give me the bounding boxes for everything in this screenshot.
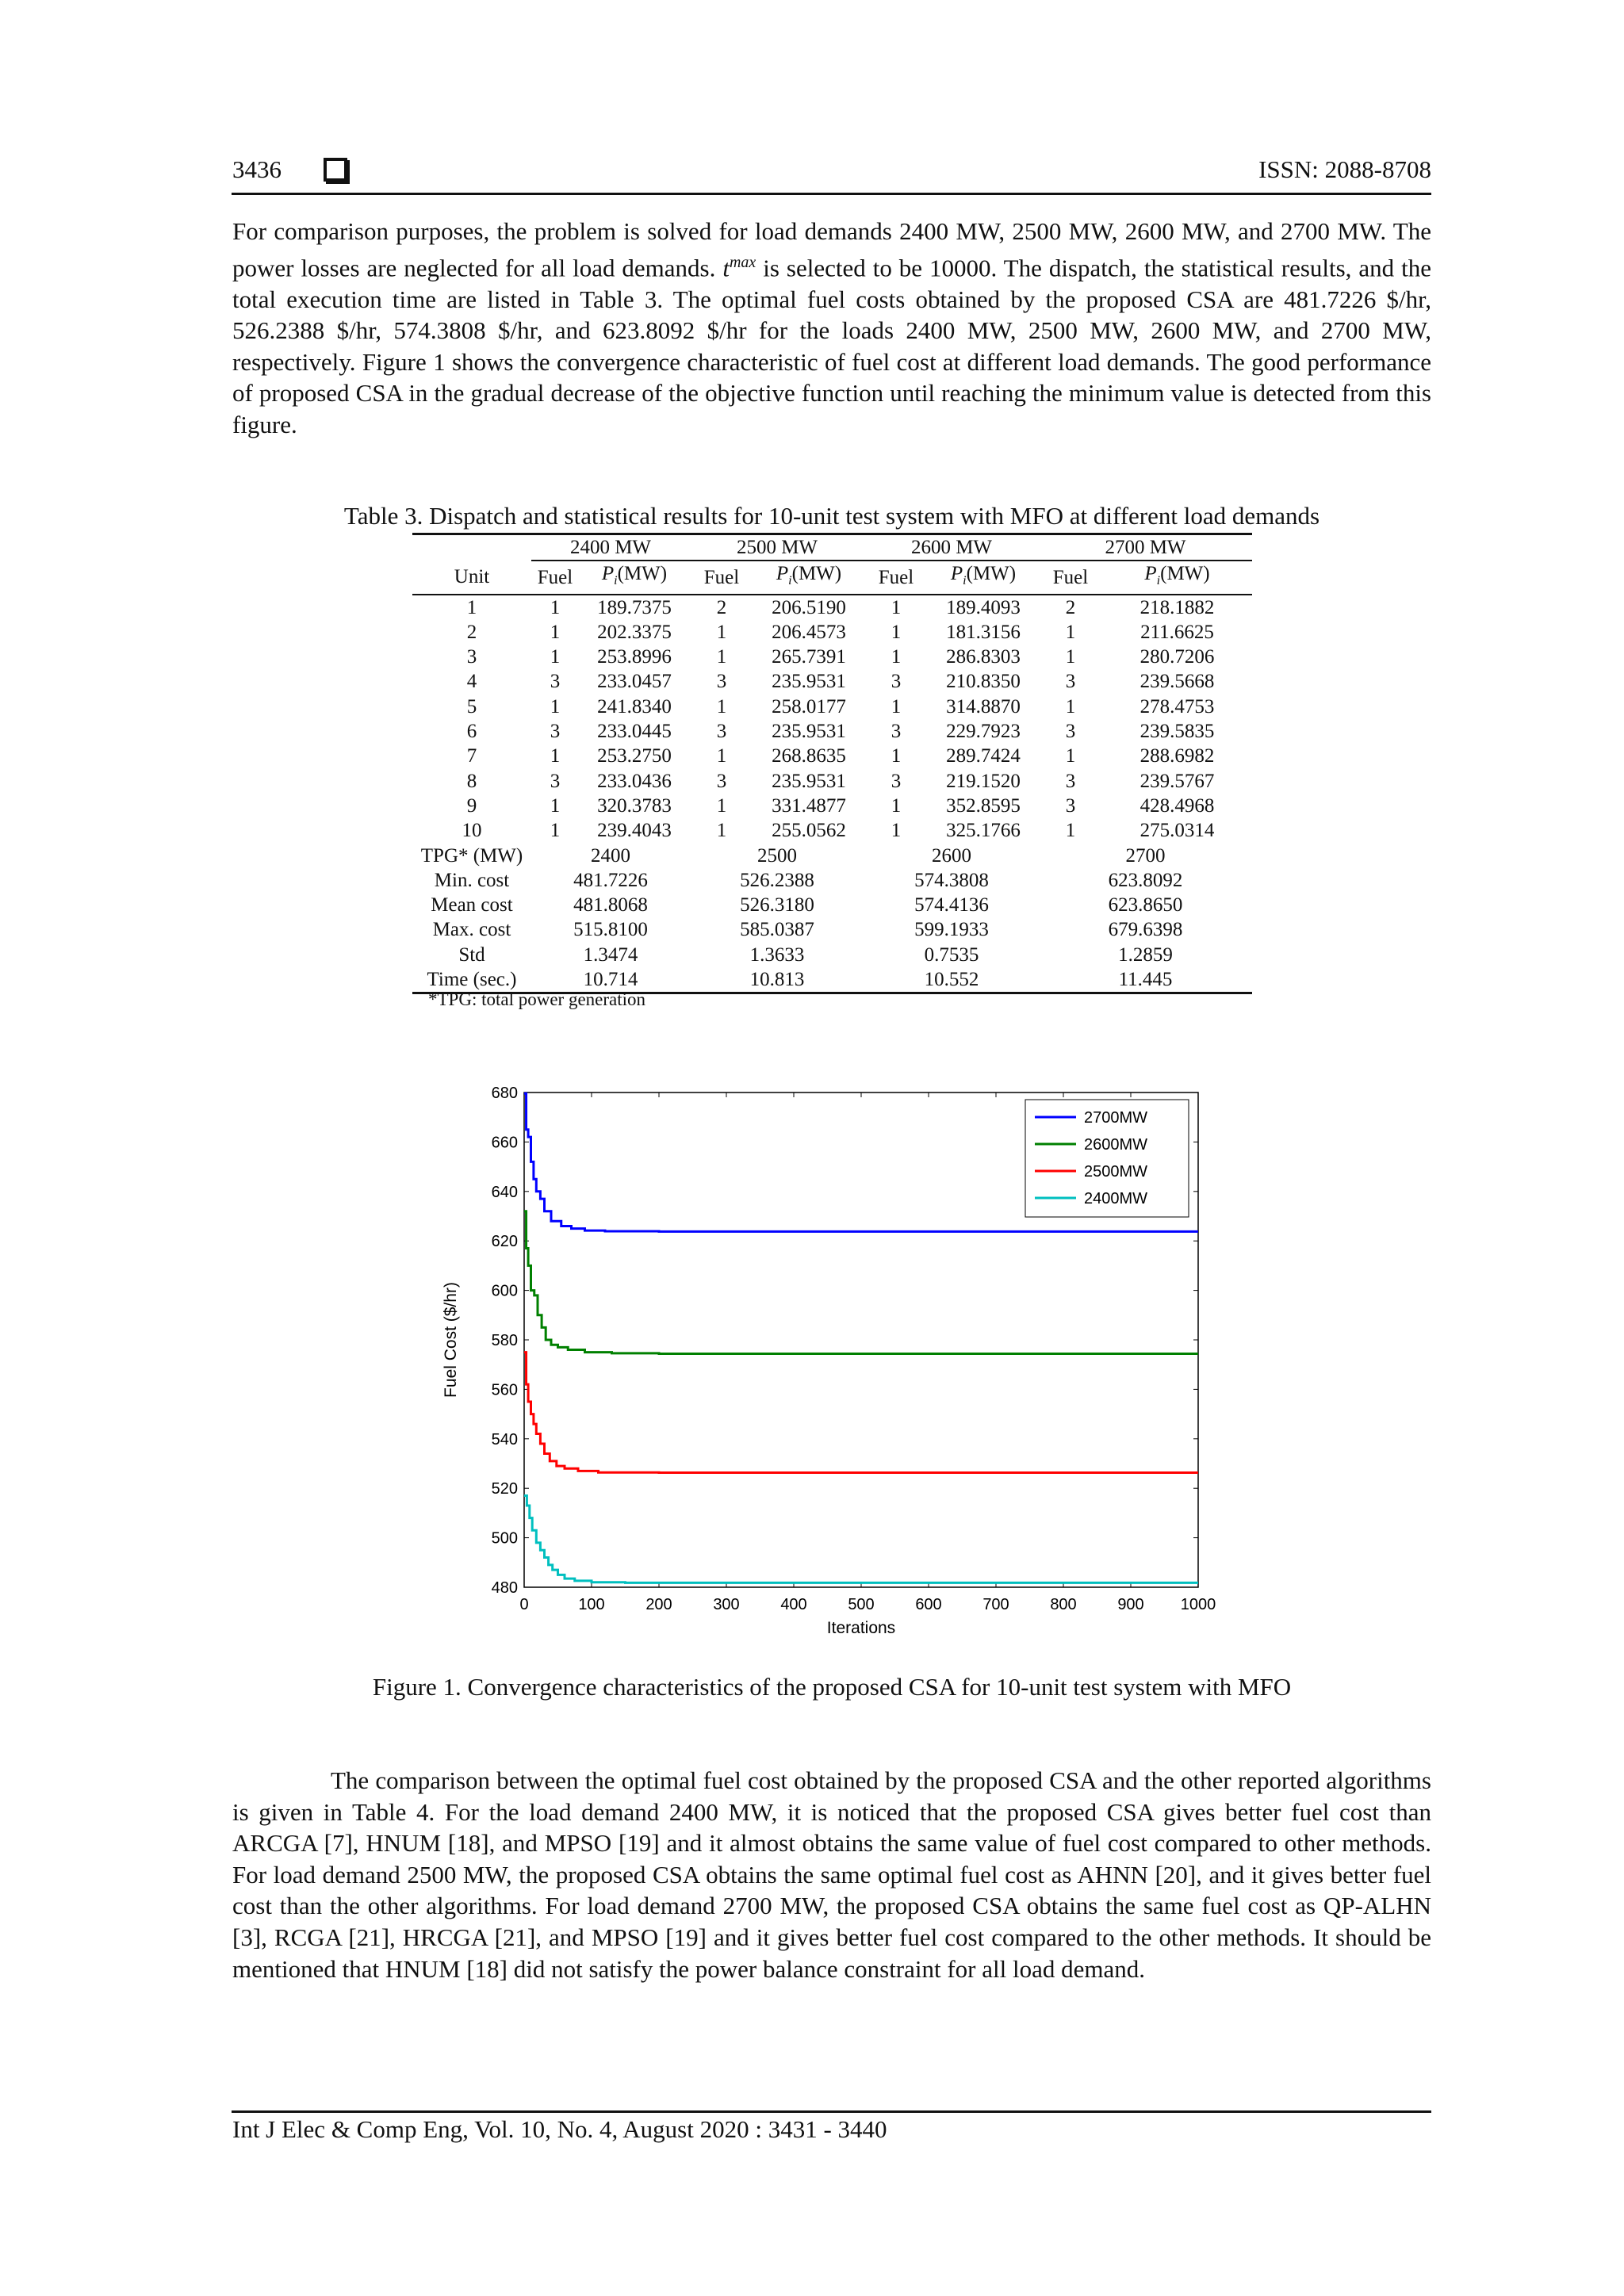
header-rule <box>232 193 1431 195</box>
x-tick-label: 300 <box>713 1596 740 1613</box>
fuel-cell: 3 <box>1065 794 1076 817</box>
convergence-chart <box>436 1074 1229 1645</box>
page-number: 3436 <box>232 155 282 183</box>
results-table <box>412 533 1252 994</box>
stat-value: 11.445 <box>1039 967 1252 993</box>
fuel-cell: 1 <box>891 646 902 668</box>
stat-value: 481.8068 <box>573 894 648 916</box>
power-cell: 239.4043 <box>597 820 672 842</box>
fuel-cell: 3 <box>1065 671 1076 693</box>
power-cell: 253.2750 <box>597 745 672 767</box>
fuel-cell: 1 <box>550 794 561 817</box>
fuel-header: Fuel <box>878 566 914 588</box>
power-cell: 181.3156 <box>946 621 1021 643</box>
fuel-cell: 1 <box>891 745 902 767</box>
fuel-cell: 1 <box>550 646 561 668</box>
power-cell: 239.5668 <box>1139 671 1215 693</box>
unit-cell: 2 <box>466 621 477 643</box>
x-tick-label: 500 <box>848 1596 875 1613</box>
stat-value: 2500 <box>757 844 797 867</box>
stat-label: Min. cost <box>434 869 510 891</box>
x-tick-label: 0 <box>519 1596 529 1613</box>
load-header: 2600 MW <box>864 534 1039 561</box>
stat-value: 526.2388 <box>740 869 814 891</box>
fuel-cell: 1 <box>1065 621 1076 643</box>
x-tick-label: 400 <box>780 1596 807 1613</box>
power-cell: 275.0314 <box>1139 820 1215 842</box>
fuel-cell: 1 <box>550 621 561 643</box>
body-paragraph-1 <box>232 216 1431 440</box>
power-cell: 428.4968 <box>1139 794 1215 817</box>
x-axis-label: Iterations <box>826 1619 896 1637</box>
fuel-cell: 1 <box>716 745 727 767</box>
stat-value: 515.8100 <box>573 919 648 941</box>
stat-label: Std <box>458 943 485 966</box>
power-cell: 320.3783 <box>597 794 672 817</box>
y-axis-label: Fuel Cost ($/hr) <box>442 1282 460 1398</box>
power-cell: 253.8996 <box>597 646 672 668</box>
stat-value: 574.3808 <box>914 869 989 891</box>
paragraph-text: is selected to be 10000. The dispatch, the statistical results, and the total execution time are listed in Table 3. The optimal fuel costs obtained by the proposed CSA are 481.7226 $/hr, 526.2388 $/hr, 574.3808 $/hr, and 623.8092 $/hr for the loads 2400 MW, 2500 MW, 2600 MW, and 2700 MW, respectively. Figure 1 shows the convergence characteristic of fuel cost at different load demands. The good performance of proposed CSA in the gradual decrease of the objective function until reaching the minimum value is detected from this figure. <box>232 253 1432 438</box>
power-cell: 233.0436 <box>597 770 672 792</box>
y-tick-label: 680 <box>491 1085 518 1102</box>
stat-value: 481.7226 <box>573 869 648 891</box>
power-cell: 241.8340 <box>597 695 672 718</box>
stat-value: 623.8092 <box>1108 869 1183 891</box>
checkbox-glyph-icon <box>324 158 347 182</box>
fuel-cell: 1 <box>716 794 727 817</box>
power-cell: 239.5835 <box>1139 721 1215 743</box>
stat-value: 2400 <box>591 844 630 867</box>
stats-row <box>412 893 1252 917</box>
stat-value: 2700 <box>1125 844 1166 867</box>
fuel-cell: 3 <box>1065 721 1076 743</box>
stat-value: 623.8650 <box>1108 894 1183 916</box>
fuel-cell: 1 <box>891 794 902 817</box>
p-header: $P_i(MW)$ <box>776 563 842 588</box>
fuel-cell: 1 <box>550 820 561 842</box>
footer-citation: Int J Elec & Comp Eng, Vol. 10, No. 4, August 2020 : 3431 - 3440 <box>232 2115 887 2143</box>
unit-cell: 6 <box>466 721 477 743</box>
unit-cell: 5 <box>466 695 477 718</box>
table-row <box>412 620 1252 645</box>
fuel-cell: 1 <box>1065 646 1076 668</box>
fuel-cell: 3 <box>716 770 727 792</box>
power-cell: 206.5190 <box>753 595 864 620</box>
power-cell: 218.1882 <box>1102 595 1252 620</box>
y-tick-label: 560 <box>491 1381 518 1399</box>
power-cell: 280.7206 <box>1139 646 1215 668</box>
table-row <box>412 695 1252 719</box>
t-superscript: max <box>729 253 756 271</box>
fuel-cell: 3 <box>716 671 727 693</box>
power-cell: 206.4573 <box>772 621 846 643</box>
stat-label: Time (sec.) <box>412 967 531 993</box>
table-row <box>412 794 1252 818</box>
stat-value: 1.3474 <box>583 943 638 966</box>
table-row <box>412 669 1252 694</box>
t-symbol: t <box>722 253 730 281</box>
x-tick-label: 600 <box>915 1596 942 1613</box>
legend-label: 2700MW <box>1084 1109 1148 1127</box>
y-tick-label: 500 <box>491 1529 518 1548</box>
issn-label: ISSN: 2088-8708 <box>1258 155 1431 183</box>
paragraph-text: For comparison purposes, the problem is solved for load demands 2400 MW, 2500 MW, 2600 MW, and 2700 MW. The power losses are neglected for all load demands. <box>232 217 1431 281</box>
power-cell: 211.6625 <box>1140 621 1214 643</box>
unit-cell: 8 <box>466 770 477 792</box>
fuel-cell: 3 <box>550 671 561 693</box>
stat-value: 10.714 <box>531 967 690 993</box>
unit-cell: 9 <box>466 794 477 817</box>
stat-value: 526.3180 <box>740 894 814 916</box>
table-caption: Table 3. Dispatch and statistical results for 10-unit test system with MFO at different load demands <box>343 502 1320 530</box>
load-header: 2700 MW <box>1039 534 1252 561</box>
unit-cell: 4 <box>466 671 477 693</box>
power-cell: 289.7424 <box>946 745 1021 767</box>
stats-row <box>412 943 1252 967</box>
legend-label: 2500MW <box>1084 1163 1148 1181</box>
power-cell: 189.7375 <box>579 595 690 620</box>
footer-rule <box>232 2110 1431 2113</box>
power-cell: 235.9531 <box>772 770 846 792</box>
paragraph-text: The comparison between the optimal fuel cost obtained by the proposed CSA and the other reported algorithms is given in Table 4. For the load demand 2400 MW, it is noticed that the proposed CSA gives better fuel cost than ARCGA [7], HNUM [18], and MPSO [19] and it almost obtains the same value of fuel cost compared to other methods. For load demand 2500 MW, the proposed CSA obtains the same optimal fuel cost as AHNN [20], and it gives better fuel cost than the other algorithms. For load demand 2700 MW, the proposed CSA obtains the same fuel cost as QP-ALHN [3], RCGA [21], HRCGA [21], and MPSO [19] and it gives better fuel cost compared to the other methods. It should be mentioned that HNUM [18] did not satisfy the power balance constraint for all load demand. <box>232 1766 1431 1983</box>
power-cell: 331.4877 <box>772 794 846 817</box>
power-cell: 268.8635 <box>772 745 846 767</box>
power-cell: 235.9531 <box>772 721 846 743</box>
power-cell: 210.8350 <box>946 671 1021 693</box>
y-tick-label: 620 <box>491 1233 518 1251</box>
stat-label: TPG* (MW) <box>420 844 523 867</box>
table-row <box>412 595 1252 620</box>
fuel-cell: 1 <box>891 820 902 842</box>
fuel-cell: 3 <box>550 770 561 792</box>
unit-header: Unit <box>454 566 490 588</box>
fuel-header: Fuel <box>703 566 740 588</box>
stat-value: 2600 <box>932 844 971 867</box>
unit-cell: 7 <box>466 745 477 767</box>
stat-value: 0.7535 <box>924 943 979 966</box>
stats-row <box>412 917 1252 942</box>
x-tick-label: 200 <box>645 1596 672 1613</box>
table-row <box>412 719 1252 744</box>
power-cell: 239.5767 <box>1139 770 1215 792</box>
power-cell: 286.8303 <box>946 646 1021 668</box>
x-tick-label: 700 <box>982 1596 1009 1613</box>
stat-label: Max. cost <box>432 919 511 941</box>
unit-cell: 1 <box>412 595 531 620</box>
power-cell: 189.4093 <box>928 595 1039 620</box>
stat-value: 1.2859 <box>1118 943 1173 966</box>
y-tick-label: 520 <box>491 1480 518 1498</box>
fuel-cell: 1 <box>864 595 928 620</box>
power-cell: 258.0177 <box>772 695 846 718</box>
fuel-cell: 3 <box>550 721 561 743</box>
x-tick-label: 800 <box>1050 1596 1077 1613</box>
power-cell: 255.0562 <box>772 820 846 842</box>
table-row <box>412 818 1252 843</box>
fuel-header: Fuel <box>537 566 573 588</box>
fuel-cell: 3 <box>1065 770 1076 792</box>
table-row <box>412 769 1252 794</box>
power-cell: 202.3375 <box>597 621 672 643</box>
fuel-header: Fuel <box>1052 566 1089 588</box>
fuel-cell: 1 <box>1065 820 1076 842</box>
stat-value: 679.6398 <box>1108 919 1183 941</box>
power-cell: 325.1766 <box>946 820 1021 842</box>
power-cell: 233.0445 <box>597 721 672 743</box>
fuel-cell: 3 <box>891 770 902 792</box>
power-cell: 278.4753 <box>1139 695 1215 718</box>
power-cell: 314.8870 <box>946 695 1021 718</box>
body-paragraph-2 <box>232 1765 1431 1984</box>
stat-label: Mean cost <box>431 894 513 916</box>
y-tick-label: 540 <box>491 1430 518 1448</box>
fuel-cell: 3 <box>891 721 902 743</box>
power-cell: 235.9531 <box>772 671 846 693</box>
fuel-cell: 1 <box>716 695 727 718</box>
y-tick-label: 580 <box>491 1332 518 1349</box>
stats-row <box>412 844 1252 868</box>
p-header: $P_i(MW)$ <box>1144 563 1210 588</box>
stat-value: 574.4136 <box>914 894 989 916</box>
p-header: $P_i(MW)$ <box>601 563 668 588</box>
fuel-cell: 1 <box>1065 745 1076 767</box>
fuel-cell: 2 <box>690 595 753 620</box>
stat-value: 1.3633 <box>749 943 805 966</box>
fuel-cell: 1 <box>550 745 561 767</box>
load-header: 2500 MW <box>690 534 864 561</box>
power-cell: 229.7923 <box>946 721 1021 743</box>
unit-cell: 3 <box>466 646 477 668</box>
stat-value: 599.1933 <box>914 919 989 941</box>
figure-caption: Figure 1. Convergence characteristics of the proposed CSA for 10-unit test system with MFO <box>372 1673 1292 1701</box>
x-tick-label: 100 <box>578 1596 605 1613</box>
x-tick-label: 1000 <box>1180 1596 1216 1613</box>
fuel-cell: 1 <box>891 621 902 643</box>
stat-value: 10.552 <box>864 967 1039 993</box>
power-cell: 233.0457 <box>597 671 672 693</box>
stats-row <box>412 868 1252 893</box>
fuel-cell: 1 <box>716 646 727 668</box>
power-cell: 288.6982 <box>1139 745 1215 767</box>
legend-label: 2600MW <box>1084 1136 1148 1154</box>
fuel-cell: 1 <box>716 820 727 842</box>
y-tick-label: 640 <box>491 1183 518 1201</box>
fuel-cell: 1 <box>716 621 727 643</box>
y-tick-label: 660 <box>491 1134 518 1152</box>
p-header: $P_i(MW)$ <box>950 563 1017 588</box>
power-cell: 265.7391 <box>772 646 846 668</box>
fuel-cell: 2 <box>1039 595 1102 620</box>
power-cell: 219.1520 <box>946 770 1021 792</box>
table-row <box>412 744 1252 768</box>
x-tick-label: 900 <box>1117 1596 1144 1613</box>
fuel-cell: 1 <box>550 695 561 718</box>
fuel-cell: 3 <box>891 671 902 693</box>
stat-value: 585.0387 <box>740 919 814 941</box>
stat-value: 10.813 <box>690 967 864 993</box>
fuel-cell: 1 <box>1065 695 1076 718</box>
load-header: 2400 MW <box>531 534 690 561</box>
fuel-cell: 1 <box>891 695 902 718</box>
table-row <box>412 645 1252 669</box>
fuel-cell: 3 <box>716 721 727 743</box>
y-tick-label: 600 <box>491 1282 518 1300</box>
fuel-cell: 1 <box>531 595 579 620</box>
y-tick-label: 480 <box>491 1579 518 1597</box>
power-cell: 352.8595 <box>946 794 1021 817</box>
table-footnote: *TPG: total power generation <box>428 989 646 1009</box>
legend-label: 2400MW <box>1084 1190 1148 1207</box>
unit-cell: 10 <box>462 820 482 842</box>
